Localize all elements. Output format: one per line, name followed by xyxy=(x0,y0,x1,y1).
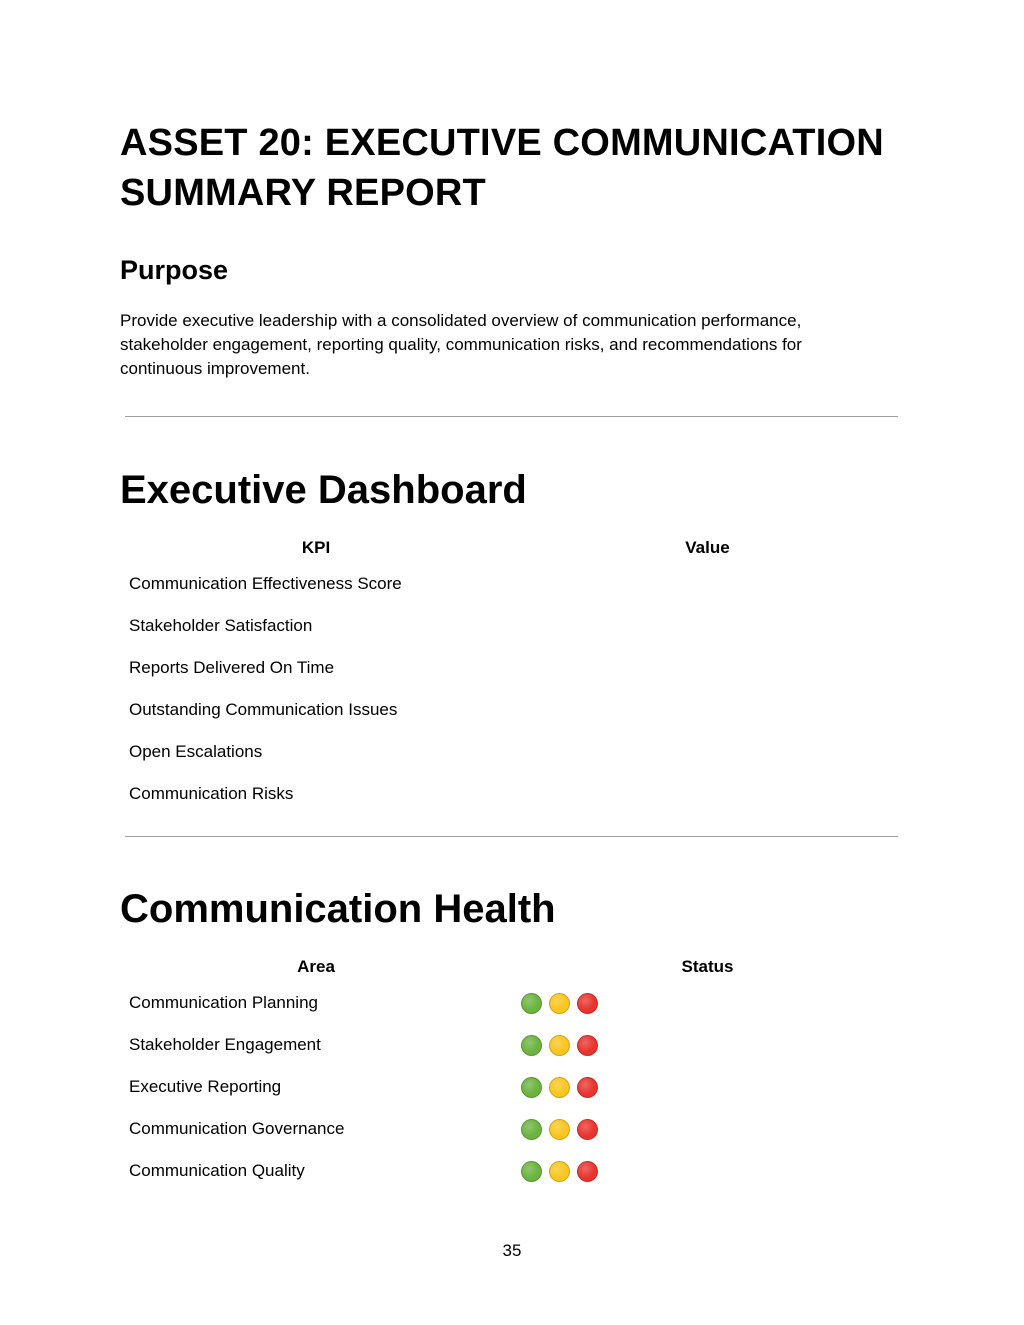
yellow-circle-icon xyxy=(549,1161,570,1182)
area-status xyxy=(512,1035,903,1056)
page-number: 35 xyxy=(502,1241,522,1260)
table-row xyxy=(120,647,903,689)
kpi-name: Reports Delivered On Time xyxy=(129,658,335,677)
table-row xyxy=(120,563,903,605)
status-lights xyxy=(521,1119,598,1140)
health-rows xyxy=(120,982,903,1192)
green-circle-icon xyxy=(521,1161,542,1182)
area-status xyxy=(512,1161,903,1182)
yellow-circle-icon xyxy=(549,993,570,1014)
red-circle-icon xyxy=(577,1035,598,1056)
dashboard-table xyxy=(120,533,903,815)
section-divider xyxy=(125,836,898,837)
page-title: ASSET 20: EXECUTIVE COMMUNICATION SUMMARY REPORT xyxy=(120,122,884,214)
table-row xyxy=(120,1066,903,1108)
area-status xyxy=(512,1119,903,1140)
health-heading: Communication Health xyxy=(120,887,556,931)
area-name: Communication Quality xyxy=(129,1161,305,1180)
red-circle-icon xyxy=(577,1077,598,1098)
column-header-value: Value xyxy=(685,538,730,557)
column-header-kpi: KPI xyxy=(301,538,331,557)
status-lights xyxy=(521,1035,598,1056)
table-row xyxy=(120,1150,903,1192)
green-circle-icon xyxy=(521,1119,542,1140)
purpose-text: Provide executive leadership with a consolidated overview of communication performance, stakeholder engagement, reporting quality, communication risks, and recommendations for continuous improvement. xyxy=(120,311,802,378)
health-table-header xyxy=(120,952,903,982)
status-lights xyxy=(521,1077,598,1098)
kpi-name: Communication Risks xyxy=(129,784,294,803)
table-row xyxy=(120,605,903,647)
status-lights xyxy=(521,993,598,1014)
table-row xyxy=(120,731,903,773)
area-status xyxy=(512,1077,903,1098)
green-circle-icon xyxy=(521,1077,542,1098)
column-header-status: Status xyxy=(681,957,734,976)
table-row xyxy=(120,982,903,1024)
yellow-circle-icon xyxy=(549,1119,570,1140)
health-table xyxy=(120,952,903,1192)
area-name: Communication Planning xyxy=(129,993,318,1012)
kpi-name: Communication Effectiveness Score xyxy=(129,574,402,593)
area-name: Executive Reporting xyxy=(129,1077,282,1096)
table-row xyxy=(120,1024,903,1066)
green-circle-icon xyxy=(521,1035,542,1056)
red-circle-icon xyxy=(577,1161,598,1182)
red-circle-icon xyxy=(577,1119,598,1140)
dashboard-heading: Executive Dashboard xyxy=(120,468,527,512)
table-row xyxy=(120,1108,903,1150)
yellow-circle-icon xyxy=(549,1035,570,1056)
table-row xyxy=(120,773,903,815)
kpi-name: Open Escalations xyxy=(129,742,263,761)
area-status xyxy=(512,993,903,1014)
status-lights xyxy=(521,1161,598,1182)
red-circle-icon xyxy=(577,993,598,1014)
kpi-name: Outstanding Communication Issues xyxy=(129,700,398,719)
purpose-heading: Purpose xyxy=(120,255,229,285)
kpi-name: Stakeholder Satisfaction xyxy=(129,616,313,635)
table-row xyxy=(120,689,903,731)
yellow-circle-icon xyxy=(549,1077,570,1098)
area-name: Communication Governance xyxy=(129,1119,345,1138)
section-divider xyxy=(125,416,898,417)
column-header-area: Area xyxy=(297,957,335,976)
dashboard-table-header xyxy=(120,533,903,563)
green-circle-icon xyxy=(521,993,542,1014)
area-name: Stakeholder Engagement xyxy=(129,1035,321,1054)
